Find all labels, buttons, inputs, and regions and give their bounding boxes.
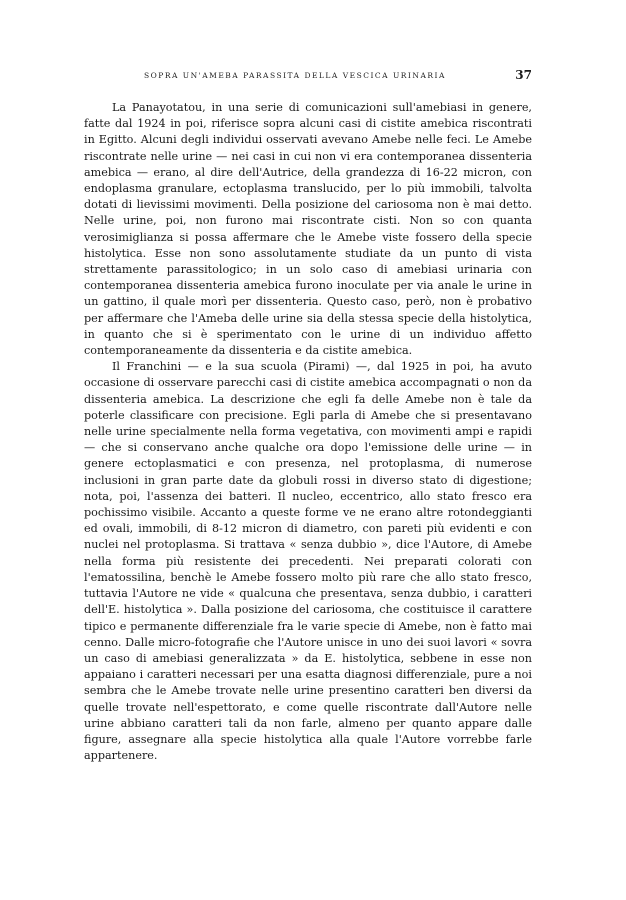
paragraph: La Panayotatou, in una serie di comunicazioni sull'amebiasi in genere, fatte dal 1924 in poi, riferisce sopra alcuni casi di cistite amebica riscontrati in Egitto. Alcuni degli individui osservati avevano Amebe nelle feci. Le Amebe riscontrate nelle urine — nei casi in cui non vi era contemporanea dissenteria amebica — erano, al dire dell'Autrice, della grandezza di 16-22 micron, con endoplasma granulare, ectoplasma translucido, per lo più immobili, talvolta dotati di lievissimi movimenti. Della posizione del cariosoma non è mai detto. Nelle urine, poi, non furono mai riscontrate cisti. Non so con quanta verosimiglianza si possa affermare che le Amebe viste fossero della specie histolytica. Esse non sono assolutamente studiate da un punto di vista strettamente parassitologico; in un solo caso di amebiasi urinaria con contemporanea dissenteria amebica furono inoculate per via anale le urine in un gattino, il quale morì per dissenteria. Questo caso, però, non è probativo per affermare che l'Ameba delle urine sia della stessa specie della histolytica, in quanto che si è sperimentato con le urine di un individuo affetto contemporaneamente da dissenteria e da cistite amebica.: [84, 101, 532, 358]
paragraph: Il Franchini — e la sua scuola (Pirami) —, dal 1925 in poi, ha avuto occasione di osservare parecchi casi di cistite amebica accompagnati o non da dissenteria amebica. La descrizione che egli fa delle Amebe non è tale da poterle classificare con precisione. Egli parla di Amebe che si presentavano nelle urine specialmente nella forma vegetativa, con movimenti ampi e rapidi — che si conservano anche qualche ora dopo l'emissione delle urine — in genere ectoplasmatici e con presenza, nel protoplasma, di numerose inclusioni in gran parte date da globuli rossi in diverso stato di digestione; nota, poi, l'assenza dei batteri. Il nucleo, eccentrico, allo stato fresco era pochissimo visibile. Accanto a queste forme ve ne erano altre rotondeggianti ed ovali, immobili, di 8-12 micron di diametro, con pareti più evidenti e con nuclei nel protoplasma. Si trattava « senza dubbio », dice l'Autore, di Amebe nella forma più resistente dei precedenti. Nei preparati colorati con l'ematossilina, benchè le Amebe fossero molto più rare che allo stato fresco, tuttavia l'Autore ne vide « qualcuna che presentava, senza dubbio, i caratteri dell'E. histolytica ». Dalla posizione del cariosoma, che costituisce il carattere tipico e permanente differenziale fra le varie specie di Amebe, non è fatto mai cenno. Dalle micro-fotografie che l'Autore unisce in uno dei suoi lavori « sovra un caso di amebiasi generalizzata » da E. histolytica, sebbene in esse non appaiano i caratteri necessari per una esatta diagnosi differenziale, pure a noi sembra che le Amebe trovate nelle urine presentino caratteri ben diversi da quelle trovate nell'espettorato, e come quelle riscontrate dall'Autore nelle urine abbiano caratteri tali da non farle, almeno per quanto appare dalle figure, assegnare alla specie histolytica alla quale l'Autore vorrebbe farle appartenere.: [84, 360, 532, 763]
body-text: [84, 100, 532, 764]
running-title: SOPRA UN'AMEBA PARASSITA DELLA VESCICA URINARIA: [144, 71, 446, 80]
page-number: 37: [515, 68, 532, 82]
page-header: [84, 68, 532, 85]
